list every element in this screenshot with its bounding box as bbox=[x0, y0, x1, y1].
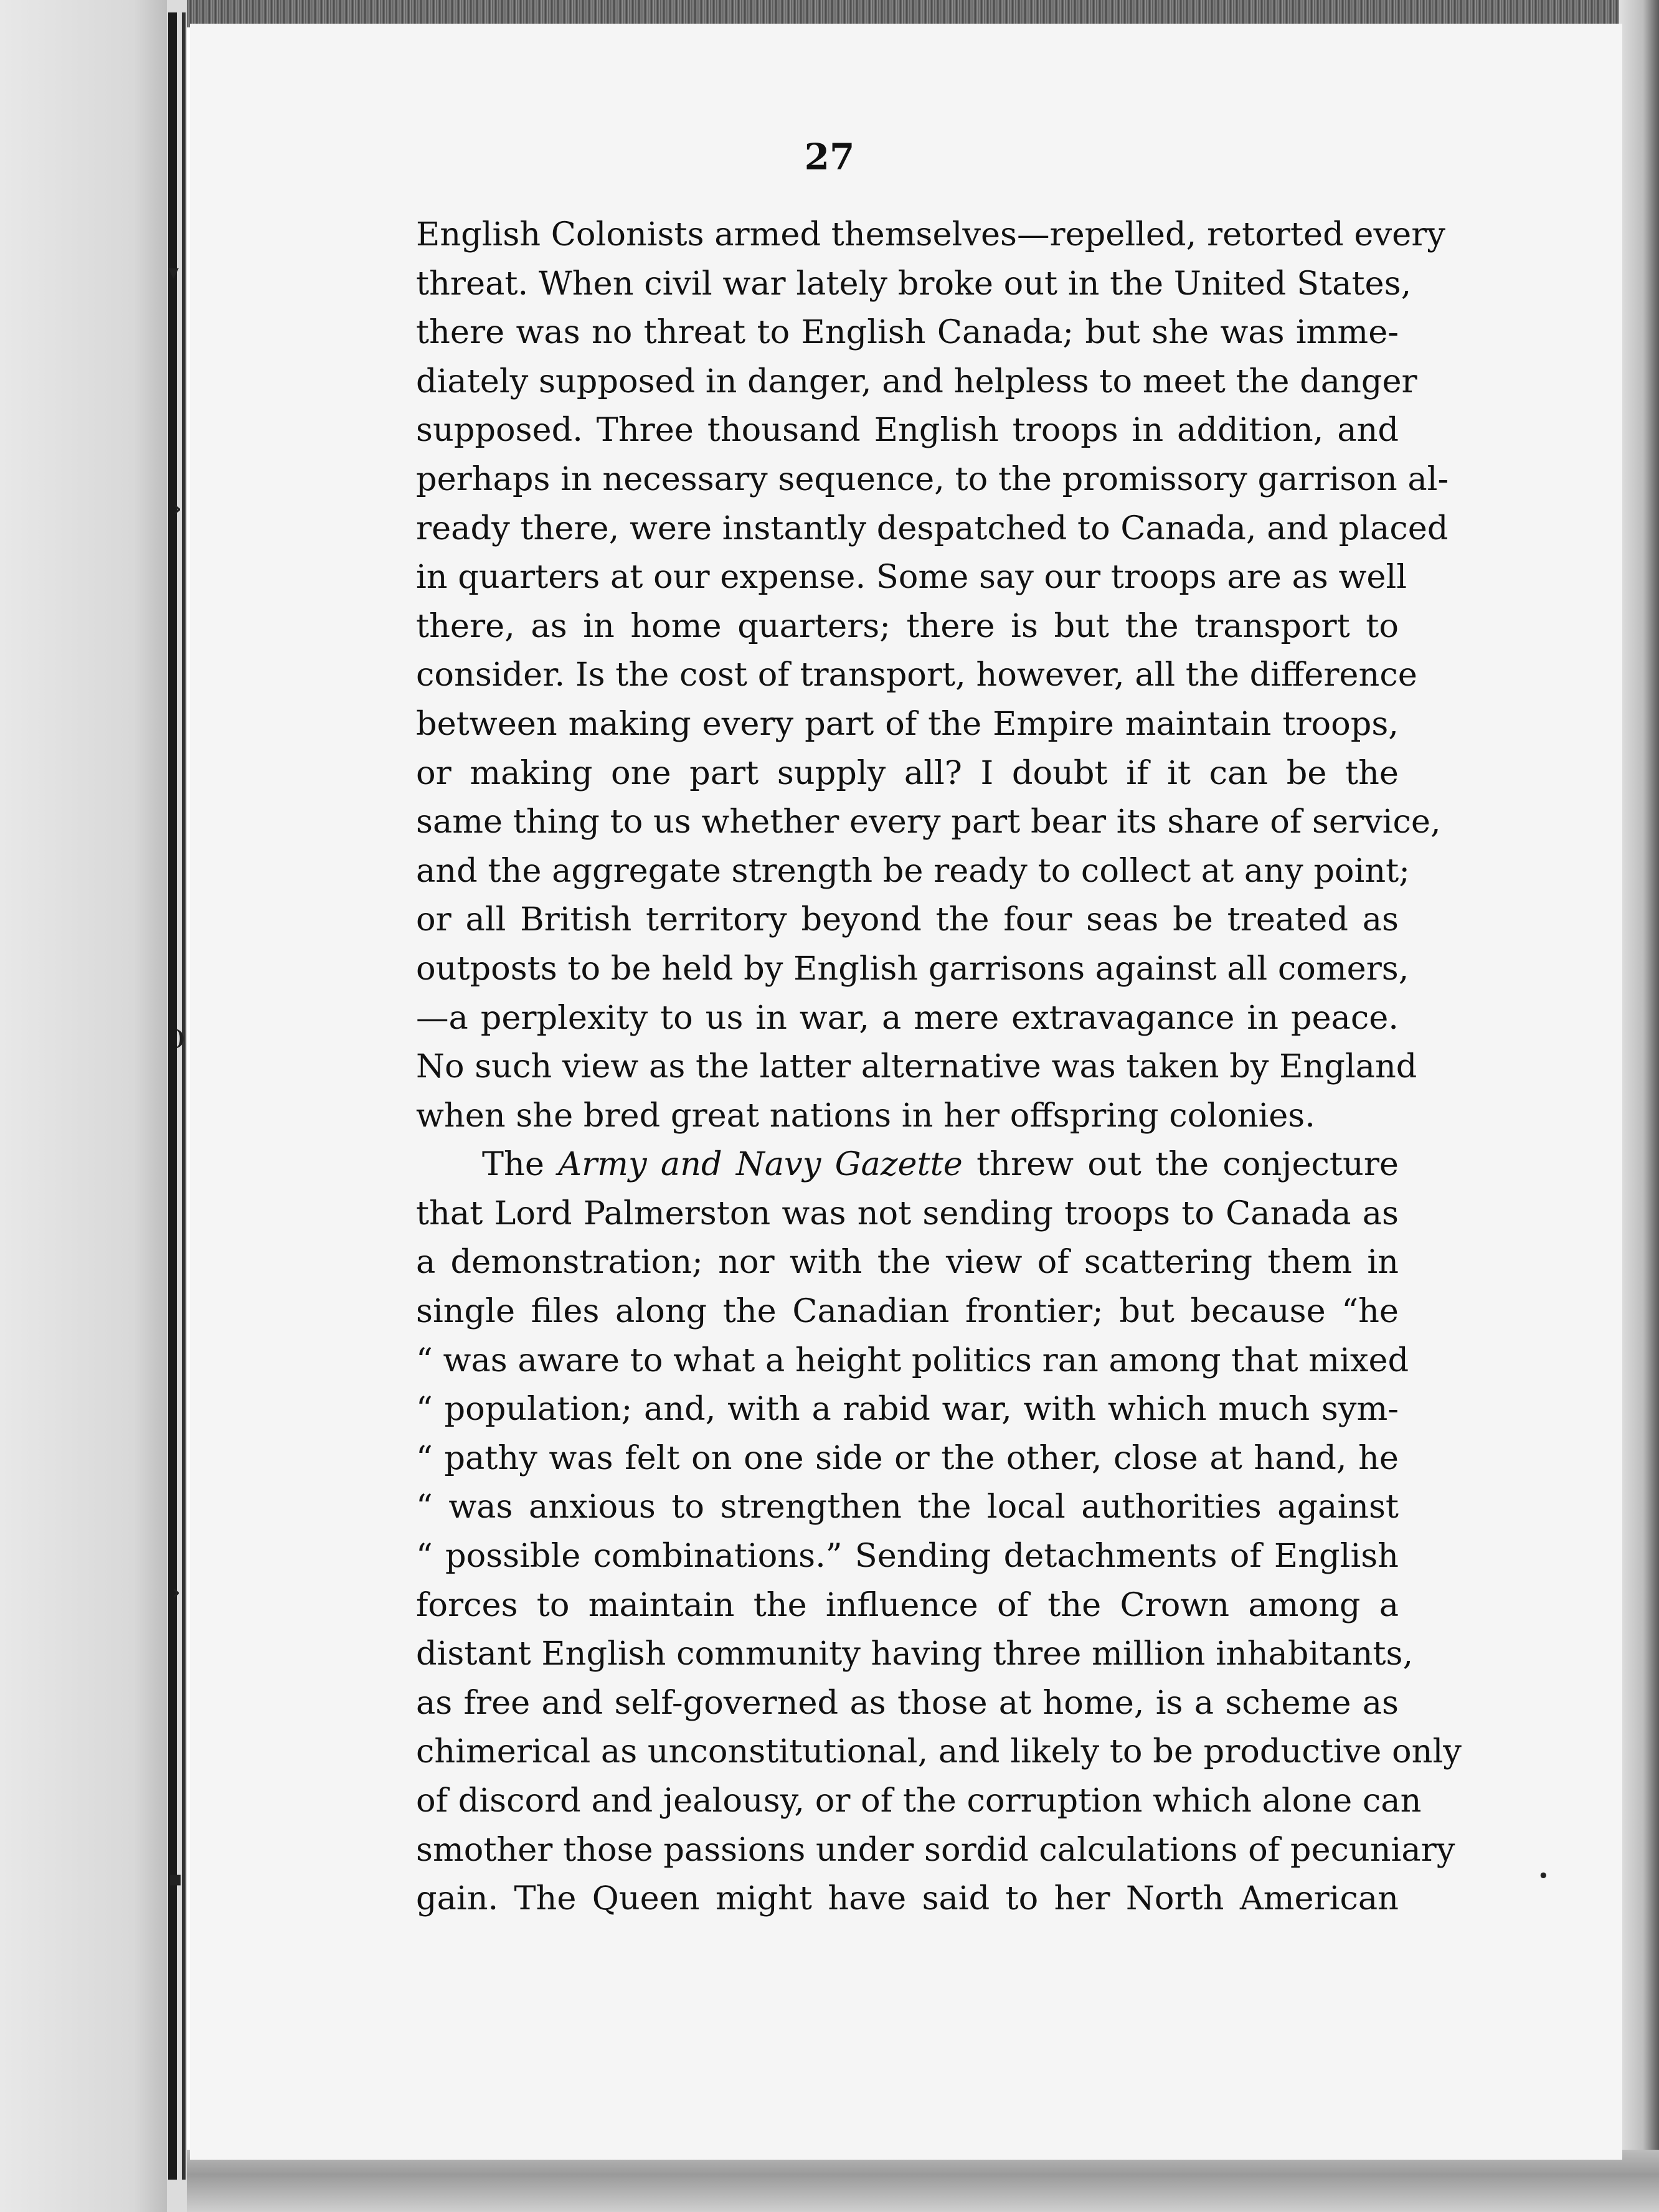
text-line: No such view as the latter alternative was taken by England bbox=[416, 1047, 1417, 1086]
body-text bbox=[416, 210, 1462, 1924]
text-line: outposts to be held by English garrisons against all comers, bbox=[416, 949, 1409, 988]
text-line: distant English community having three million inhabitants, bbox=[416, 1635, 1414, 1673]
text-line: of discord and jealousy, or of the corruption which alone can bbox=[416, 1782, 1422, 1820]
margin-mark: • bbox=[1538, 1867, 1549, 1886]
text-line: or making one part supply all? I doubt if it can be the bbox=[416, 754, 1399, 792]
text-line: diately supposed in danger, and helpless to meet the danger bbox=[416, 362, 1417, 400]
text-line: and the aggregate strength be ready to collect at any point; bbox=[416, 851, 1410, 890]
page-number: 27 bbox=[804, 136, 855, 178]
margin-mark: ) bbox=[176, 1026, 186, 1051]
margin-mark: ▪ bbox=[168, 1866, 183, 1891]
paragraph-2 bbox=[416, 1140, 1462, 1924]
text-line: “ population; and, with a rabid war, with which much sym- bbox=[416, 1390, 1399, 1429]
margin-mark: › bbox=[173, 496, 182, 521]
text-line: supposed. Three thousand English troops in addition, and bbox=[416, 411, 1399, 450]
text-line: ready there, were instantly despatched to Canada, and placed bbox=[416, 509, 1449, 547]
text-line: when she bred great nations in her offspring colonies. bbox=[416, 1096, 1315, 1135]
text-line: single files along the Canadian frontier; but because “he bbox=[416, 1292, 1399, 1331]
text-line: there, as in home quarters; there is but the transport to bbox=[416, 607, 1399, 645]
text-line: same thing to us whether every part bear its share of service, bbox=[416, 803, 1441, 841]
text-line: “ possible combinations.” Sending detachments of English bbox=[416, 1537, 1399, 1576]
margin-mark: ▾ bbox=[168, 260, 179, 285]
text-line-first bbox=[416, 1140, 1399, 1189]
text-line: there was no threat to English Canada; but she was imme- bbox=[416, 313, 1399, 352]
facing-page-shade bbox=[0, 0, 167, 2212]
margin-mark: › bbox=[172, 1580, 181, 1605]
text-fragment: threw out the conjecture bbox=[962, 1145, 1399, 1184]
text-line: forces to maintain the influence of the Crown among a bbox=[416, 1586, 1399, 1624]
text-line: chimerical as unconstitutional, and likely to be productive only bbox=[416, 1732, 1462, 1771]
text-line: a demonstration; nor with the view of scattering them in bbox=[416, 1243, 1399, 1282]
text-line: “ was aware to what a height politics ran among that mixed bbox=[416, 1341, 1409, 1379]
right-page-edge bbox=[1619, 0, 1659, 2212]
text-line: that Lord Palmerston was not sending troops to Canada as bbox=[416, 1194, 1399, 1232]
text-line: “ was anxious to strengthen the local authorities against bbox=[416, 1488, 1399, 1526]
text-line: in quarters at our expense. Some say our troops are as well bbox=[416, 558, 1407, 597]
text-line: —a perplexity to us in war, a mere extravagance in peace. bbox=[416, 998, 1399, 1037]
periodical-title: Army and Navy Gazette bbox=[558, 1145, 963, 1184]
text-line: perhaps in necessary sequence, to the promissory garrison al- bbox=[416, 460, 1449, 498]
text-line: threat. When civil war lately broke out in the United States, bbox=[416, 264, 1412, 303]
gutter-shadow-thin bbox=[182, 12, 186, 2180]
text-line: “ pathy was felt on one side or the other, close at hand, he bbox=[416, 1439, 1399, 1477]
gutter-shadow bbox=[168, 12, 177, 2180]
text-line: or all British territory beyond the four seas be treated as bbox=[416, 900, 1399, 939]
text-line: consider. Is the cost of transport, however, all the difference bbox=[416, 656, 1417, 694]
text-line: between making every part of the Empire maintain troops, bbox=[416, 704, 1399, 743]
text-line: English Colonists armed themselves—repelled, retorted every bbox=[416, 215, 1445, 253]
text-fragment: The bbox=[482, 1145, 559, 1184]
text-line: gain. The Queen might have said to her North American bbox=[416, 1879, 1399, 1918]
facing-page-edge bbox=[0, 0, 187, 2212]
text-line: smother those passions under sordid calculations of pecuniary bbox=[416, 1830, 1455, 1869]
text-line: as free and self-governed as those at home, is a scheme as bbox=[416, 1683, 1399, 1722]
paragraph-1 bbox=[416, 210, 1449, 1140]
